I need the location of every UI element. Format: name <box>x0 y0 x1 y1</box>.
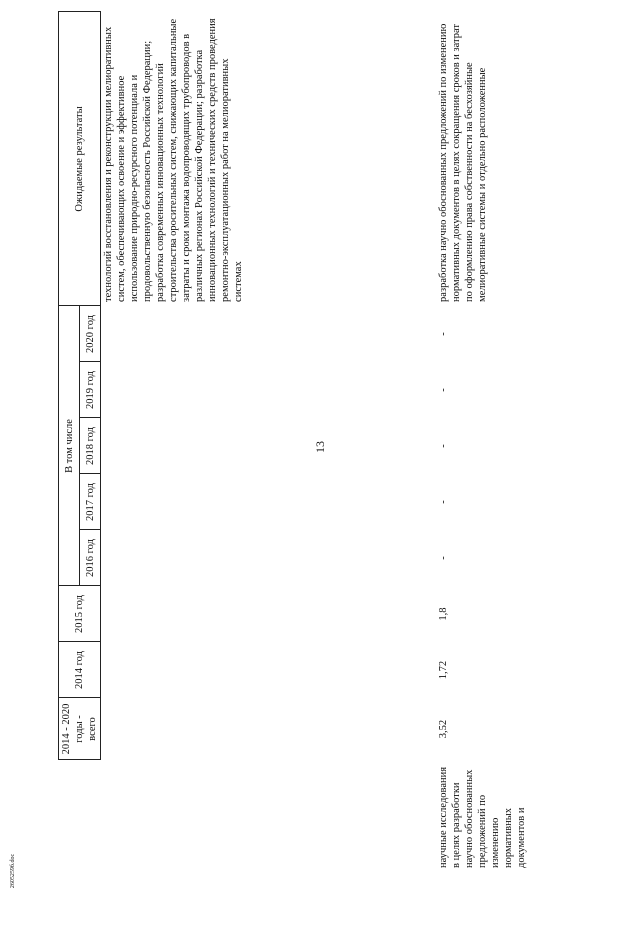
row-title <box>101 760 434 872</box>
table-row <box>433 12 529 872</box>
header-year-2014: 2014 год <box>59 642 101 698</box>
row-value-2018: - <box>438 444 449 448</box>
footer-doc-code: 2605259б.doc <box>10 853 16 889</box>
row-value-2018 <box>101 418 434 474</box>
row-value-2015: 1,8 <box>438 607 449 621</box>
row-value-2017 <box>101 474 434 530</box>
row-result: разработка научно обоснованных предложений по изменению нормативных документов в целях сокращения сроков и затрат по оформлению права собственности на бесхозяйные мелиоративные системы и отдельно расположенные <box>438 23 488 302</box>
row-value-2017: - <box>438 500 449 504</box>
row-value-2014 <box>101 642 434 698</box>
row-total <box>101 698 434 760</box>
rotated-table-container <box>58 12 638 872</box>
row-value-2016: - <box>438 556 449 560</box>
header-in-total: В том числе <box>59 306 80 586</box>
page-number: 13 <box>313 441 327 453</box>
row-value-2019 <box>101 362 434 418</box>
row-value-2020 <box>101 306 434 362</box>
row-value-2015 <box>101 586 434 642</box>
row-value-2014: 1,72 <box>438 660 449 680</box>
header-year-2017: 2017 год <box>80 474 101 530</box>
header-year-2016: 2016 год <box>80 530 101 586</box>
header-year-2019: 2019 год <box>80 362 101 418</box>
table-row <box>101 12 434 872</box>
row-value-2019: - <box>438 388 449 392</box>
row-value-2016 <box>101 530 434 586</box>
row-value-2020: - <box>438 332 449 336</box>
header-total: 2014 - 2020 годы - всего <box>59 698 101 760</box>
header-blank <box>59 760 101 872</box>
row-total: 3,52 <box>438 719 449 739</box>
header-year-2018: 2018 год <box>80 418 101 474</box>
header-year-2015: 2015 год <box>59 586 101 642</box>
header-year-2020: 2020 год <box>80 306 101 362</box>
row-result: технологий восстановления и реконструкции мелиоративных систем, обеспечивающих освоение и эффективное использование природно-ресурсного потенциала и продовольственную безопасность Российской Федерации; разработка современных инновационных технологий строительства оросительных систем, снижающих капитальные затраты и сроки монтажа водопроводящих трубопроводов в различных регионах Российской Федерации; разработка инновационных технологий и технических средств проведения ремонтно-эксплуатационных работ на мелиоративных системах <box>103 18 244 302</box>
program-table <box>58 11 529 872</box>
row-title: научные исследования в целях разработки научно обоснованных предложений по изменению нормативных документов и <box>438 766 527 868</box>
header-results: Ожидаемые результаты <box>59 12 101 306</box>
